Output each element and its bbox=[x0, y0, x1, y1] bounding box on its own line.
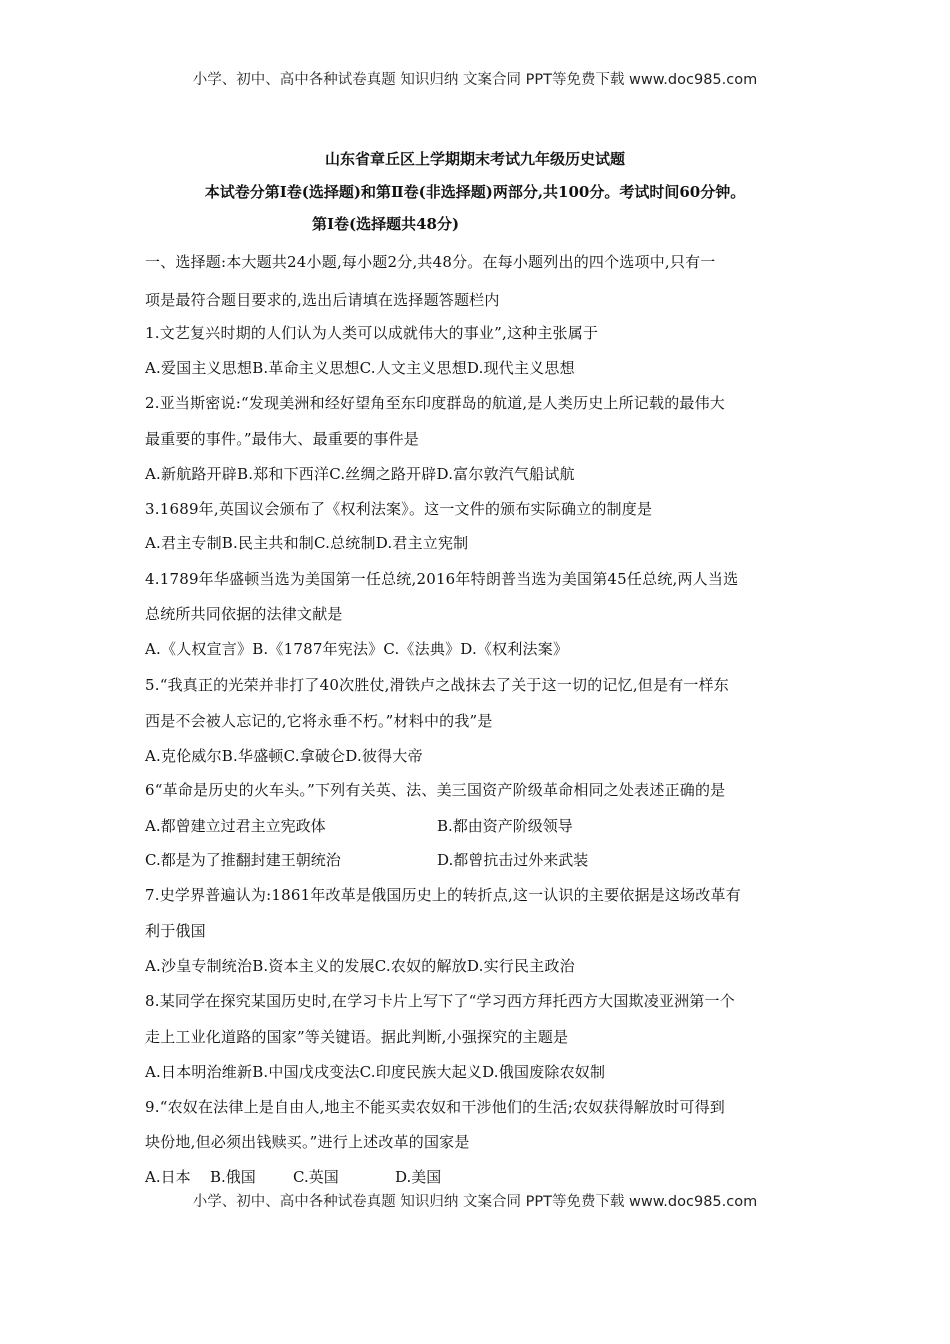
question-5-options: A.克伦威尔B.华盛顿C.拿破仑D.彼得大帝 bbox=[145, 747, 423, 765]
question-9-option-c: C.英国 bbox=[293, 1168, 339, 1186]
question-2-stem: 最重要的事件。”最伟大、最重要的事件是 bbox=[145, 430, 419, 448]
question-2-stem: 2.亚当斯密说:“发现美洲和经好望角至东印度群岛的航道,是人类历史上所记载的最伟大 bbox=[145, 394, 726, 412]
question-7-stem: 利于俄国 bbox=[145, 922, 206, 940]
question-9-option-d: D.美国 bbox=[395, 1168, 442, 1186]
question-1-stem: 1.文艺复兴时期的人们认为人类可以成就伟大的事业”,这种主张属于 bbox=[145, 324, 599, 342]
question-6-option-b: B.都由资产阶级领导 bbox=[437, 817, 573, 835]
question-8-stem: 8.某同学在探究某国历史时,在学习卡片上写下了“学习西方拜托西方大国欺凌亚洲第一个 bbox=[145, 992, 735, 1010]
question-4-stem: 4.1789年华盛顿当选为美国第一任总统,2016年特朗普当选为美国第45任总统,两人当选 bbox=[145, 570, 739, 588]
question-8-stem: 走上工业化道路的国家”等关键语。据此判断,小强探究的主题是 bbox=[145, 1028, 569, 1046]
question-7-stem: 7.史学界普遍认为:1861年改革是俄国历史上的转折点,这一认识的主要依据是这场改革有 bbox=[145, 886, 741, 904]
question-3-options: A.君主专制B.民主共和制C.总统制D.君主立宪制 bbox=[145, 534, 469, 552]
question-6-option-c: C.都是为了推翻封建王朝统治 bbox=[145, 851, 341, 869]
question-4-stem: 总统所共同依据的法律文献是 bbox=[145, 605, 343, 623]
question-1-options: A.爱国主义思想B.革命主义思想C.人文主义思想D.现代主义思想 bbox=[145, 359, 575, 377]
instruction-line: 一、选择题:本大题共24小题,每小题2分,共48分。在每小题列出的四个选项中,只有一 bbox=[145, 253, 716, 271]
question-9-option-a: A.日本 bbox=[145, 1168, 191, 1186]
question-9-option-b: B.俄国 bbox=[210, 1168, 256, 1186]
question-9-stem: 块份地,但必须出钱赎买。”进行上述改革的国家是 bbox=[145, 1133, 470, 1151]
header-banner: 小学、初中、高中各种试卷真题 知识归纳 文案合同 PPT等免费下载 www.doc985.com bbox=[192, 72, 758, 88]
exam-title: 山东省章丘区上学期期末考试九年级历史试题 bbox=[324, 150, 625, 168]
question-2-options: A.新航路开辟B.郑和下西洋C.丝绸之路开辟D.富尔敦汽气船试航 bbox=[145, 465, 575, 483]
question-3-stem: 3.1689年,英国议会颁布了《权利法案》。这一文件的颁布实际确立的制度是 bbox=[145, 500, 653, 518]
question-5-stem: 西是不会被人忘记的,它将永垂不朽。”材料中的我”是 bbox=[145, 712, 493, 730]
question-6-option-d: D.都曾抗击过外来武装 bbox=[437, 851, 589, 869]
exam-subtitle: 本试卷分第Ⅰ卷(选择题)和第Ⅱ卷(非选择题)两部分,共100分。考试时间60分钟。 bbox=[204, 183, 746, 201]
instruction-line: 项是最符合题目要求的,选出后请填在选择题答题栏内 bbox=[145, 291, 500, 309]
question-6-option-a: A.都曾建立过君主立宪政体 bbox=[145, 817, 326, 835]
question-5-stem: 5.“我真正的光荣并非打了40次胜仗,滑铁卢之战抹去了关于这一切的记忆,但是有一样东 bbox=[145, 676, 730, 694]
question-9-stem: 9.“农奴在法律上是自由人,地主不能买卖农奴和干涉他们的生活;农奴获得解放时可得到 bbox=[145, 1098, 726, 1116]
section-title: 第Ⅰ卷(选择题共48分) bbox=[312, 215, 460, 233]
question-6-stem: 6“革命是历史的火车头。”下列有关英、法、美三国资产阶级革命相同之处表述正确的是 bbox=[145, 781, 726, 799]
question-7-options: A.沙皇专制统治B.资本主义的发展C.农奴的解放D.实行民主政治 bbox=[145, 957, 575, 975]
question-4-options: A.《人权宣言》B.《1787年宪法》C.《法典》D.《权利法案》 bbox=[145, 640, 569, 658]
footer-banner: 小学、初中、高中各种试卷真题 知识归纳 文案合同 PPT等免费下载 www.doc985.com bbox=[192, 1194, 758, 1210]
question-8-options: A.日本明治维新B.中国戊戌变法C.印度民族大起义D.俄国废除农奴制 bbox=[145, 1063, 606, 1081]
